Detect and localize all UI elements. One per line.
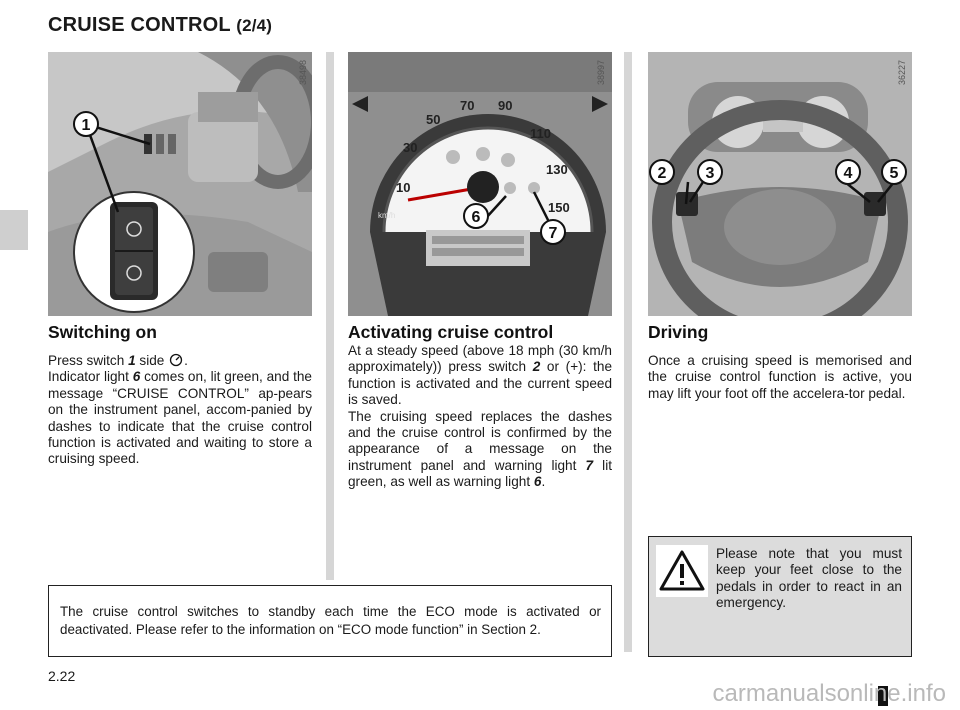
warning-triangle-icon bbox=[656, 545, 708, 597]
column-divider-2 bbox=[624, 52, 632, 652]
ref-6b: 6 bbox=[533, 474, 542, 490]
gauge-130: 130 bbox=[546, 162, 568, 177]
warning-text: Please note that you must keep your feet close to the pedals in order to react in an emergency. bbox=[716, 546, 902, 611]
callout-5: 5 bbox=[889, 165, 899, 182]
text-confirm-c: . bbox=[541, 474, 546, 490]
switch-photo bbox=[48, 52, 312, 316]
photo-code-left: 38498 bbox=[298, 60, 308, 86]
text-dot: . bbox=[184, 353, 188, 368]
instrument-photo bbox=[348, 52, 612, 316]
heading-driving: Driving bbox=[648, 322, 709, 342]
photo-code-middle: 38997 bbox=[596, 60, 606, 86]
section-tab bbox=[0, 210, 28, 250]
column-divider-1 bbox=[326, 52, 334, 580]
gauge-unit: km/h bbox=[378, 211, 396, 220]
gauge-70: 70 bbox=[460, 98, 475, 113]
column-driving bbox=[648, 322, 912, 402]
column-switching-on bbox=[48, 322, 312, 468]
callout-1: 1 bbox=[81, 117, 91, 134]
ref-6: 6 bbox=[132, 369, 141, 385]
page-title bbox=[48, 14, 272, 37]
paragraph-activating-1 bbox=[348, 343, 612, 409]
watermark: carmanualsonline.info bbox=[712, 680, 946, 707]
paragraph-driving: Once a cruising speed is memorised and the cruise control function is active, you may lift your foot off the accelera-tor pedal. bbox=[648, 353, 912, 401]
heading-activating: Activating cruise control bbox=[348, 322, 554, 342]
paragraph-switching-on bbox=[48, 353, 312, 468]
page-number: 2.22 bbox=[48, 668, 76, 684]
text-activating-a: At a steady speed (above 18 mph (30 km/h approximately)) press switch bbox=[348, 343, 612, 375]
text-confirm-b: lit green, as well as warning light bbox=[348, 457, 612, 490]
heading-switching-on: Switching on bbox=[48, 322, 157, 342]
cruise-control-icon bbox=[168, 353, 184, 367]
steering-wheel-photo bbox=[648, 52, 912, 316]
callout-4: 4 bbox=[843, 165, 853, 182]
callout-6: 6 bbox=[471, 209, 481, 226]
column-activating bbox=[348, 322, 612, 491]
text-indicator: Indicator light bbox=[48, 369, 129, 385]
text-side: side bbox=[139, 353, 165, 368]
callout-2: 2 bbox=[657, 165, 667, 182]
ref-2: 2 bbox=[532, 359, 541, 375]
title-part: (2/4) bbox=[236, 16, 273, 35]
callout-3: 3 bbox=[705, 165, 715, 182]
callout-7: 7 bbox=[548, 225, 558, 242]
gauge-90: 90 bbox=[498, 98, 513, 113]
eco-note-text: The cruise control switches to standby each time the ECO mode is activated or deactivated. Please refer to the information on “ECO mode function” in Section 2. bbox=[60, 604, 601, 637]
gauge-50: 50 bbox=[426, 112, 441, 127]
warning-icon-frame bbox=[656, 545, 708, 597]
eco-note-box bbox=[48, 585, 612, 657]
warning-box bbox=[648, 536, 912, 657]
ref-1: 1 bbox=[128, 353, 136, 368]
photo-code-right: 36227 bbox=[897, 60, 907, 86]
gauge-110: 110 bbox=[530, 126, 551, 141]
title-main: CRUISE CONTROL bbox=[48, 14, 231, 36]
text-switching-rest: comes on, lit green, and the message “CRUISE CONTROL” ap-pears on the instrument panel, accom-panied by dashes to indicate that the cruise control function is activated and waiting to store a cruising speed. bbox=[48, 369, 312, 467]
text-press-switch: Press switch bbox=[48, 353, 125, 368]
gauge-30: 30 bbox=[403, 140, 418, 155]
ref-7: 7 bbox=[585, 457, 594, 473]
gauge-10: 10 bbox=[396, 180, 411, 195]
gauge-150: 150 bbox=[548, 200, 570, 215]
text-activating-b: or (+): the function is activated and the current speed is saved. bbox=[348, 359, 612, 408]
paragraph-activating-2 bbox=[348, 409, 612, 491]
text-confirm-a: The cruising speed replaces the dashes and the cruise control is confirmed by the appearance of a message on the instrument panel and warning light bbox=[348, 408, 612, 473]
